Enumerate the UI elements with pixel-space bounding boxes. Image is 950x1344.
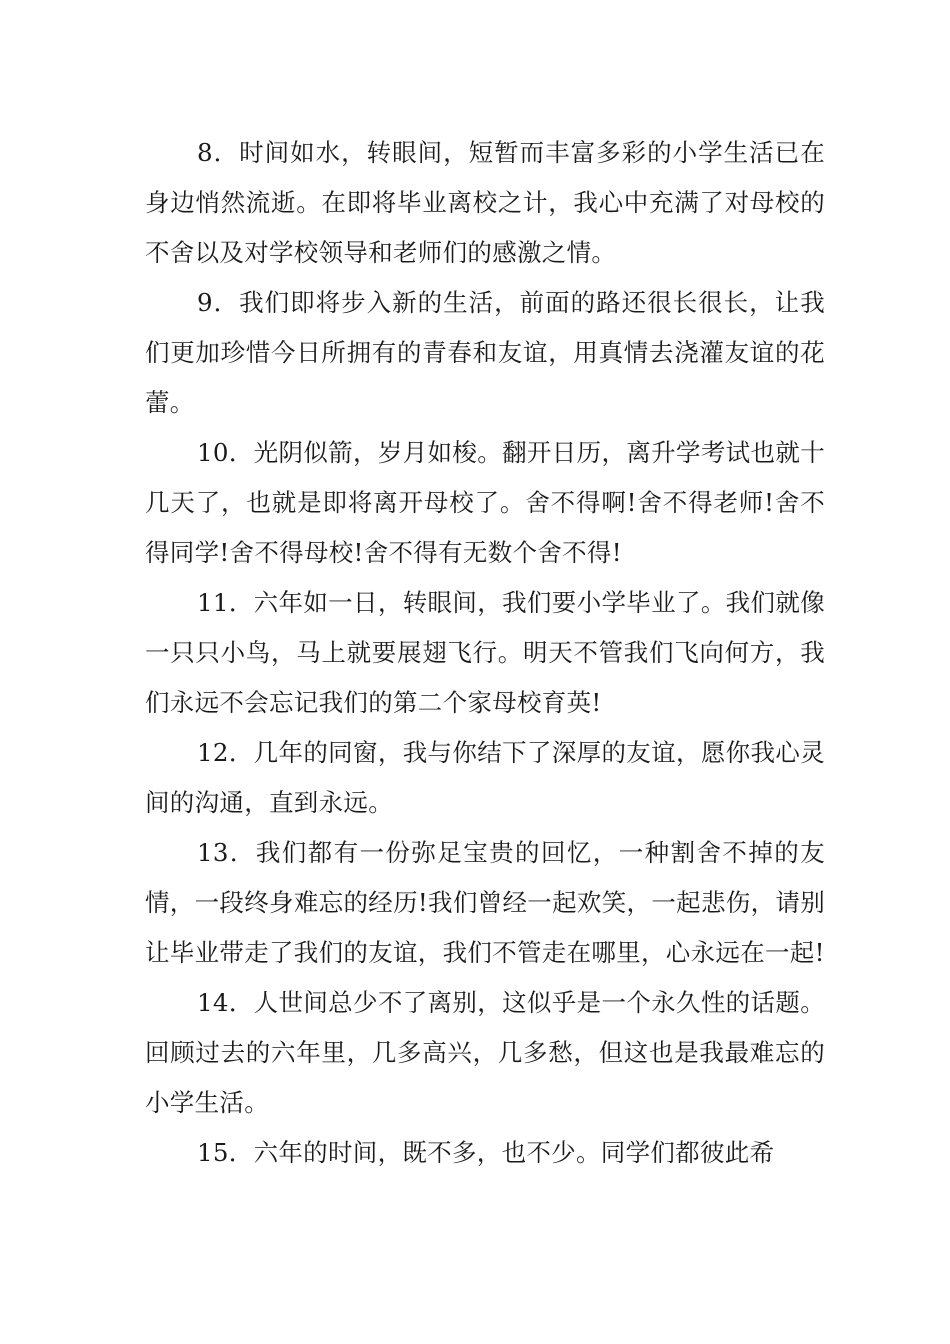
paragraph-9: 9．我们即将步入新的生活，前面的路还很长很长，让我们更加珍惜今日所拥有的青春和友谊，用真情去浇灌友谊的花蕾。: [145, 288, 825, 417]
paragraph-10: 10．光阴似箭，岁月如梭。翻开日历，离升学考试也就十几天了，也就是即将离开母校了。舍不得啊!舍不得老师!舍不得同学!舍不得母校!舍不得有无数个舍不得!: [145, 438, 825, 567]
paragraph-11: 11．六年如一日，转眼间，我们要小学毕业了。我们就像一只只小鸟，马上就要展翅飞行。明天不管我们飞向何方，我们永远不会忘记我们的第二个家母校育英!: [145, 588, 825, 717]
paragraph-8: 8．时间如水，转眼间，短暂而丰富多彩的小学生活已在身边悄然流逝。在即将毕业离校之计，我心中充满了对母校的不舍以及对学校领导和老师们的感激之情。: [145, 138, 825, 267]
paragraph-14: 14．人世间总少不了离别，这似乎是一个永久性的话题。回顾过去的六年里，几多高兴，几多愁，但这也是我最难忘的小学生活。: [145, 988, 825, 1117]
paragraph-13: 13．我们都有一份弥足宝贵的回忆，一种割舍不掉的友情，一段终身难忘的经历!我们曾经一起欢笑，一起悲伤，请别让毕业带走了我们的友谊，我们不管走在哪里，心永远在一起!: [145, 838, 825, 967]
paragraph-12: 12．几年的同窗，我与你结下了深厚的友谊，愿你我心灵间的沟通，直到永远。: [145, 738, 825, 817]
paragraph-15: 15．六年的时间，既不多，也不少。同学们都彼此希: [197, 1138, 775, 1167]
document-body: [145, 128, 825, 1178]
